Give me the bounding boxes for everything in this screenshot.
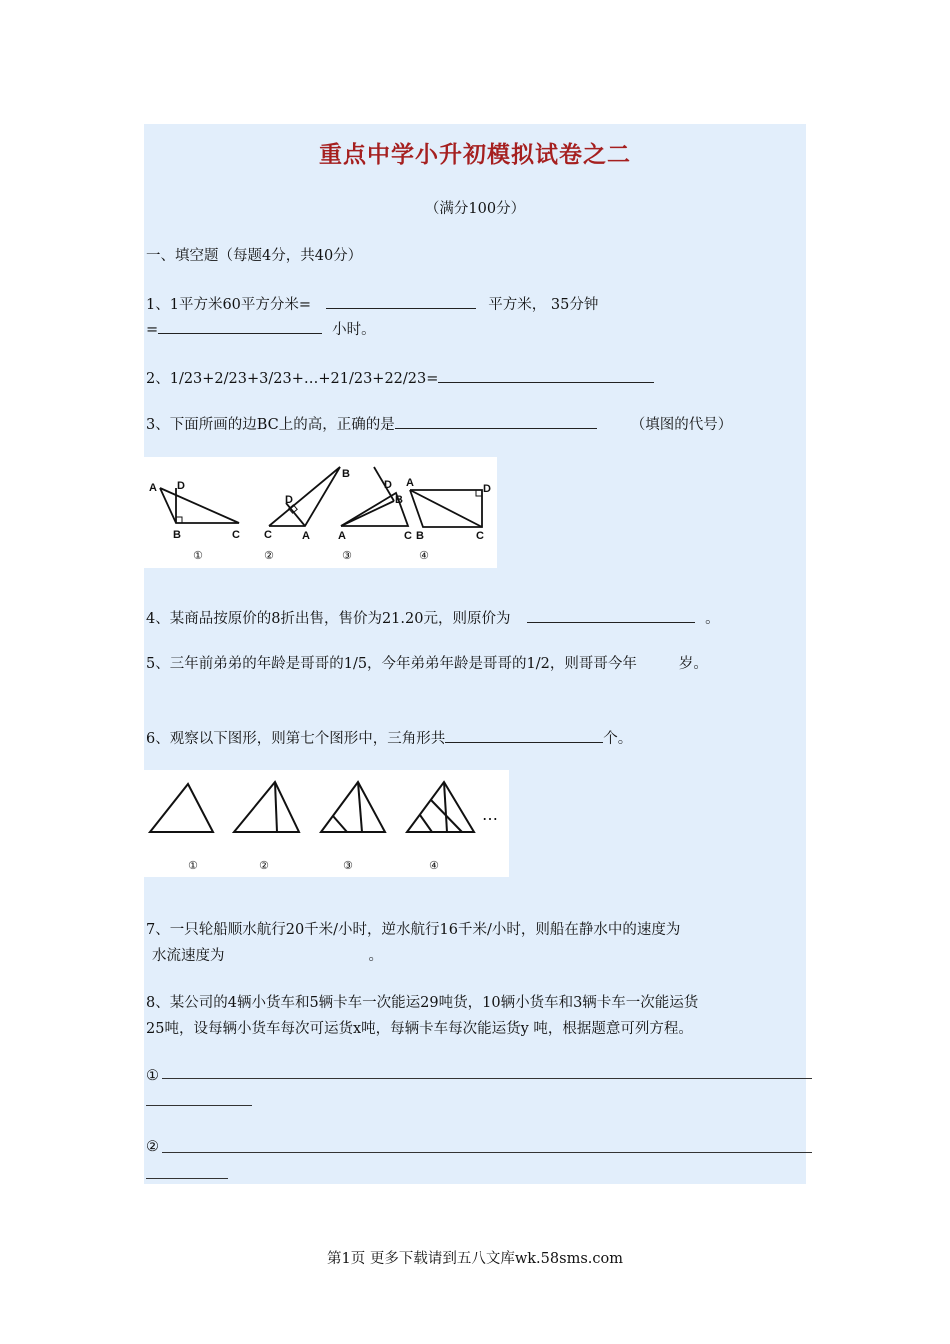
- question-2: [146, 368, 654, 388]
- ellipsis: …: [482, 805, 498, 824]
- answer-blank: [395, 414, 597, 429]
- label-t3-b: B: [395, 494, 403, 506]
- figure-label-4: ④: [419, 549, 429, 562]
- label-t2-b: B: [342, 468, 350, 480]
- pattern-1: [150, 784, 213, 832]
- question-3-text: 3、下面所画的边BC上的高，正确的是: [146, 417, 395, 433]
- question-7-line1: 7、一只轮船顺水航行20千米/小时，逆水航行16千米/小时，则船在静水中的速度为: [146, 922, 681, 938]
- figure-label-4: ④: [429, 859, 439, 872]
- question-1-text-d: 小时。: [332, 322, 376, 338]
- section-heading: 一、填空题（每题4分，共40分）: [146, 248, 363, 264]
- triangle-2: [269, 467, 340, 526]
- label-t3-c: C: [404, 530, 412, 542]
- question-6-end: 个。: [603, 731, 633, 747]
- triangle-4: [410, 490, 482, 527]
- figure-label-1: ①: [188, 859, 198, 872]
- triangle-1: [160, 488, 239, 523]
- label-t3-a: A: [338, 530, 346, 542]
- question-5-text: 5、三年前弟弟的年龄是哥哥的1/5，今年弟弟年龄是哥哥的1/2，则哥哥今年: [146, 656, 637, 672]
- pattern-3: [321, 782, 385, 832]
- page-footer: 第1页 更多下载请到五八文库wk.58sms.com: [327, 1251, 623, 1267]
- equation-2-label: ②: [146, 1139, 159, 1155]
- label-t1-b: B: [173, 529, 181, 541]
- question-4: [146, 608, 720, 628]
- answer-blank: [158, 319, 322, 334]
- label-t4-a: A: [406, 477, 414, 489]
- question-8-line2: 25吨，设每辆小货车每次可运货x吨，每辆卡车每次能运货y 吨，根据题意可列方程。: [146, 1021, 693, 1037]
- label-t2-d: D: [285, 494, 293, 506]
- equation-1-label: ①: [146, 1068, 159, 1084]
- label-t2-a: A: [302, 530, 310, 542]
- figure-label-3: ③: [343, 859, 353, 872]
- question-1-text-a: 1、1平方米60平方分米=: [146, 297, 312, 313]
- question-1-line1: [146, 294, 598, 314]
- label-t4-d: D: [483, 483, 491, 495]
- question-7-end: 。: [368, 948, 383, 964]
- triangle-height-figure: [144, 457, 497, 568]
- label-t4-c: C: [476, 530, 484, 542]
- triangle-pattern-figure: [144, 770, 509, 877]
- label-t4-b: B: [416, 530, 424, 542]
- question-1-text-c: =: [146, 322, 159, 338]
- answer-blank: [445, 728, 603, 743]
- question-6: [146, 728, 632, 748]
- label-t1-a: A: [149, 482, 157, 494]
- question-3: [146, 414, 732, 434]
- answer-blank: [527, 608, 695, 623]
- pattern-4: [407, 782, 474, 832]
- question-8-line1: 8、某公司的4辆小货车和5辆卡车一次能运29吨货，10辆小货车和3辆卡车一次能运货: [146, 995, 699, 1011]
- subtitle: （满分100分）: [424, 201, 526, 217]
- page-title: 重点中学小升初模拟试卷之二: [319, 141, 631, 168]
- answer-blank: [438, 368, 654, 383]
- label-t1-d: D: [177, 480, 185, 492]
- equation-2-line: [162, 1152, 812, 1153]
- question-7-text-b: 水流速度为: [152, 948, 225, 964]
- question-6-text: 6、观察以下图形，则第七个图形中，三角形共: [146, 731, 446, 747]
- equation-1-line: [162, 1078, 812, 1079]
- equation-2-line-cont: [146, 1178, 228, 1179]
- figure-label-2: ②: [259, 859, 269, 872]
- figure-label-2: ②: [264, 549, 274, 562]
- question-4-text: 4、某商品按原价的8折出售，售价为21.20元，则原价为: [146, 611, 511, 627]
- label-t3-d: D: [384, 479, 392, 491]
- question-3-hint: （填图的代号）: [630, 417, 733, 433]
- question-5-end: 岁。: [678, 656, 708, 672]
- figure-label-1: ①: [193, 549, 203, 562]
- equation-1-line-cont: [146, 1105, 252, 1106]
- label-t1-c: C: [232, 529, 240, 541]
- question-1-text-b: 平方米， 35分钟: [488, 297, 599, 313]
- question-1-line2: [146, 319, 376, 339]
- question-2-text: 2、1/23+2/23+3/23+…+21/23+22/23=: [146, 371, 439, 387]
- question-4-end: 。: [705, 611, 720, 627]
- figure-label-3: ③: [342, 549, 352, 562]
- answer-blank: [326, 294, 476, 309]
- question-5: [146, 655, 708, 673]
- label-t2-c: C: [264, 529, 272, 541]
- pattern-2: [234, 782, 299, 832]
- question-7-line2: [152, 947, 383, 965]
